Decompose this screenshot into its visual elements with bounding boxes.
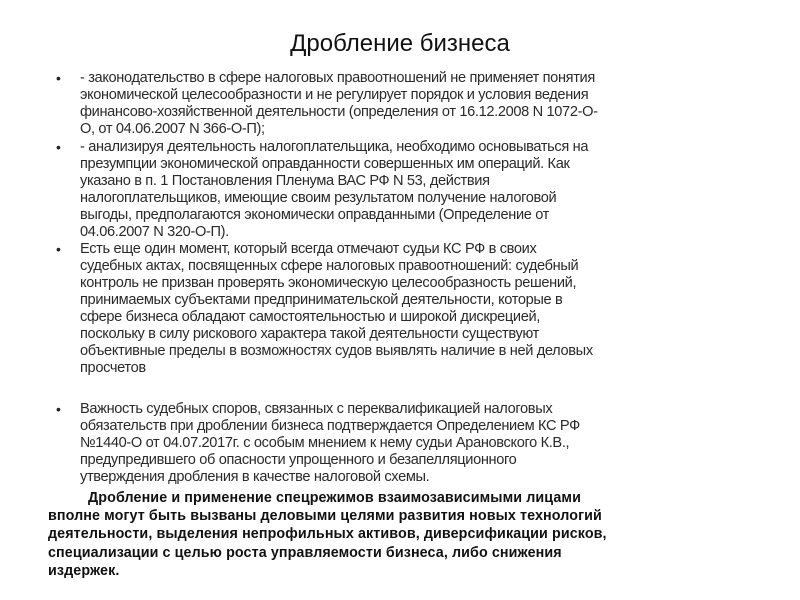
- text-line: принимаемых субъектами предпринимательской деятельности, которые в: [80, 292, 563, 308]
- text-line: объективные пределы в возможностях судов выявлять наличие в ней деловых: [80, 343, 593, 359]
- bullet-icon: •: [56, 70, 61, 86]
- bullet-paragraph-3: [56, 241, 760, 377]
- bullet-paragraph-4: [56, 401, 760, 486]
- text-line: - анализируя деятельность налогоплательщика, необходимо основываться на: [80, 139, 589, 155]
- text-line: финансово-хозяйственной деятельности (определения от 16.12.2008 N 1072-О-: [80, 104, 598, 120]
- text-line: предупредившего об опасности упрощенного и безапелляционного: [80, 452, 517, 468]
- text-line: указано в п. 1 Постановления Пленума ВАС РФ N 53, действия: [80, 173, 490, 189]
- text-line: просчетов: [80, 360, 146, 376]
- text-line: специализации с целью роста управляемости бизнеса, либо снижения: [48, 544, 562, 561]
- text-line: 04.06.2007 N 320-О-П).: [80, 224, 229, 240]
- text-line: утверждения дробления в качестве налоговой схемы.: [80, 469, 430, 485]
- text-line: О, от 04.06.2007 N 366-О-П);: [80, 121, 265, 137]
- text-line: презумпции экономической оправданности совершенных им операций. Как: [80, 156, 570, 172]
- slide-title: Дробление бизнеса: [290, 30, 510, 57]
- bullet-icon: •: [56, 241, 61, 257]
- bullet-icon: •: [56, 401, 61, 417]
- text-line: обязательств при дроблении бизнеса подтверждается Определением КС РФ: [80, 418, 580, 434]
- text-line: выгоды, предполагаются экономически оправданными (Определение от: [80, 207, 549, 223]
- text-line: судебных актах, посвященных сфере налоговых правоотношений: судебный: [80, 258, 579, 274]
- bullet-icon: •: [56, 139, 61, 155]
- text-line: вполне могут быть вызваны деловыми целями развития новых технологий: [48, 508, 602, 525]
- text-line: поскольку в силу рискового характера такой деятельности существуют: [80, 326, 540, 342]
- text-line: №1440-О от 04.07.2017г. с особым мнением к нему судьи Арановского К.В.,: [80, 435, 570, 451]
- text-line: контроль не призван проверять экономическую целесообразность решений,: [80, 275, 577, 291]
- text-line: налогоплательщиков, имеющие своим результатом получение налоговой: [80, 190, 557, 206]
- text-line: - законодательство в сфере налоговых правоотношений не применяет понятия: [80, 70, 595, 86]
- text-line: деятельности, выделения непрофильных активов, диверсификации рисков,: [48, 526, 607, 543]
- text-line: издержек.: [48, 562, 120, 579]
- text-line: Дробление и применение спецрежимов взаимозависимыми лицами: [88, 490, 581, 506]
- text-line: Важность судебных споров, связанных с переквалификацией налоговых: [80, 401, 553, 417]
- text-line: экономической целесообразности и не регулирует порядок и условия ведения: [80, 87, 589, 103]
- conclusion-paragraph: [48, 489, 768, 580]
- bullet-paragraph-2: [56, 139, 760, 241]
- bullet-paragraph-1: [56, 70, 760, 138]
- text-line: сфере бизнеса обладают самостоятельностью и широкой дискрецией,: [80, 309, 540, 325]
- text-line: Есть еще один момент, который всегда отмечают судьи КС РФ в своих: [80, 241, 537, 257]
